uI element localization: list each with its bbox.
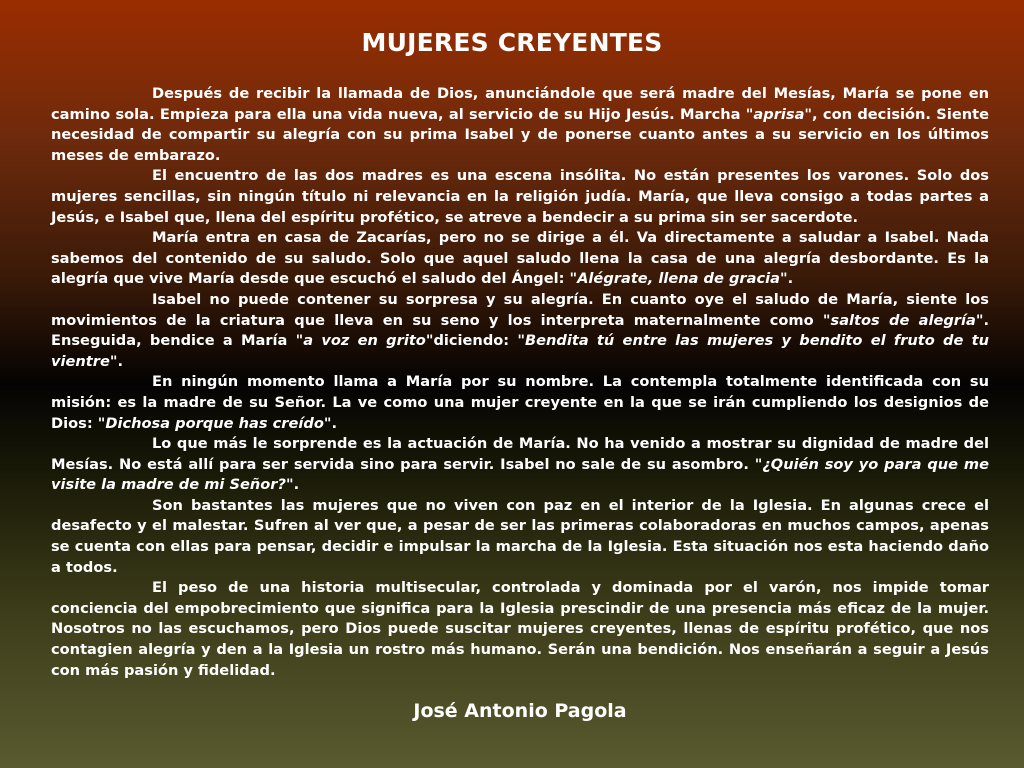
quote-text: "Dichosa porque has creído" xyxy=(97,414,332,432)
quote-text: "saltos de alegría" xyxy=(822,311,984,329)
paragraph-text: . xyxy=(331,414,338,432)
paragraph-text: Lo que más le sorprende es la actuación de María. No ha venido a mostrar su dignidad de madre del Mesías. No está allí para ser servida sino para servir. Isabel no sale de su asombro. xyxy=(51,435,989,473)
paragraph-3 xyxy=(51,228,989,290)
paragraph-5 xyxy=(51,372,989,434)
paragraph-text: María entra en casa de Zacarías, pero no se dirige a él. Va directamente a saludar a Isabel. Nada sabemos del contenido de su saludo. Solo que aquel saludo llena la casa de una alegría desbordante. Es la alegría que vive María desde que escuchó el saludo del Ángel: xyxy=(51,229,989,288)
paragraph-4 xyxy=(51,290,989,372)
paragraph-text: En ningún momento llama a María por su nombre. La contempla totalmente identificada con su misión: es la madre de su Señor. La ve como una mujer creyente en la que se irán cumpliendo los designios de Dios: xyxy=(51,373,989,432)
article-body xyxy=(51,84,989,681)
quote-text: "aprisa" xyxy=(745,105,813,123)
author-signature: José Antonio Pagola xyxy=(413,700,627,722)
quote-text: "a voz en grito" xyxy=(295,332,434,350)
paragraph-text: Isabel no puede contener su sorpresa y su alegría. En cuanto oye el saludo de María, siente los movimientos de la criatura que lleva en su seno y los interpreta maternalmente como xyxy=(51,290,989,329)
paragraph-text: . Enseguida, bendice a María xyxy=(51,311,989,350)
paragraph-8 xyxy=(51,578,989,681)
paragraph-text: . xyxy=(293,476,300,494)
page-title: MUJERES CREYENTES xyxy=(361,28,663,57)
paragraph-text: . xyxy=(117,352,124,370)
quote-text: "¿Quién soy yo para que me visite la madre de mi Señor?" xyxy=(51,455,989,494)
paragraph-2 xyxy=(51,166,989,228)
paragraph-6 xyxy=(51,434,989,496)
paragraph-1 xyxy=(51,84,989,166)
paragraph-text: diciendo: xyxy=(433,332,518,350)
paragraph-text: El peso de una historia multisecular, controlada y dominada por el varón, nos impide tomar conciencia del empobrecimiento que significa para la Iglesia prescindir de una presencia más eficaz de la mujer. Nosotros no las escuchamos, pero Dios puede suscitar mujeres creyentes, llenas de espíritu profético, que nos contagien alegría y den a la Iglesia un rostro más humano. Serán una bendición. Nos enseñarán a seguir a Jesús con más pasión y fidelidad. xyxy=(51,579,989,679)
quote-text: "Bendita tú entre las mujeres y bendito el fruto de tu vientre" xyxy=(51,332,989,370)
quote-text: "Alégrate, llena de gracia" xyxy=(569,270,788,288)
paragraph-text: . xyxy=(787,270,794,288)
paragraph-text: El encuentro de las dos madres es una escena insólita. No están presentes los varones. Solo dos mujeres sencillas, sin ningún título ni relevancia en la religión judía. María, que lleva consigo a todas partes a Jesús, e Isabel que, llena del espíritu profético, se atreve a bendecir a su prima sin ser sacerdote. xyxy=(51,167,989,226)
paragraph-text: , con decisión. Siente necesidad de compartir su alegría con su prima Isabel y de ponerse cuanto antes a su servicio en los últimos meses de embarazo. xyxy=(51,105,989,164)
paragraph-text: Después de recibir la llamada de Dios, anunciándole que será madre del Mesías, María se pone en camino sola. Empieza para ella una vida nueva, al servicio de su Hijo Jesús. Marcha xyxy=(51,85,989,123)
paragraph-7 xyxy=(51,496,989,578)
paragraph-text: Son bastantes las mujeres que no viven con paz en el interior de la Iglesia. En algunas crece el desafecto y el malestar. Sufren al ver que, a pesar de ser las primeras colaboradoras en muchos campos, apenas se cuenta con ellas para pensar, decidir e impulsar la marcha de la Iglesia. Esta situación nos esta haciendo daño a todos. xyxy=(51,496,989,576)
